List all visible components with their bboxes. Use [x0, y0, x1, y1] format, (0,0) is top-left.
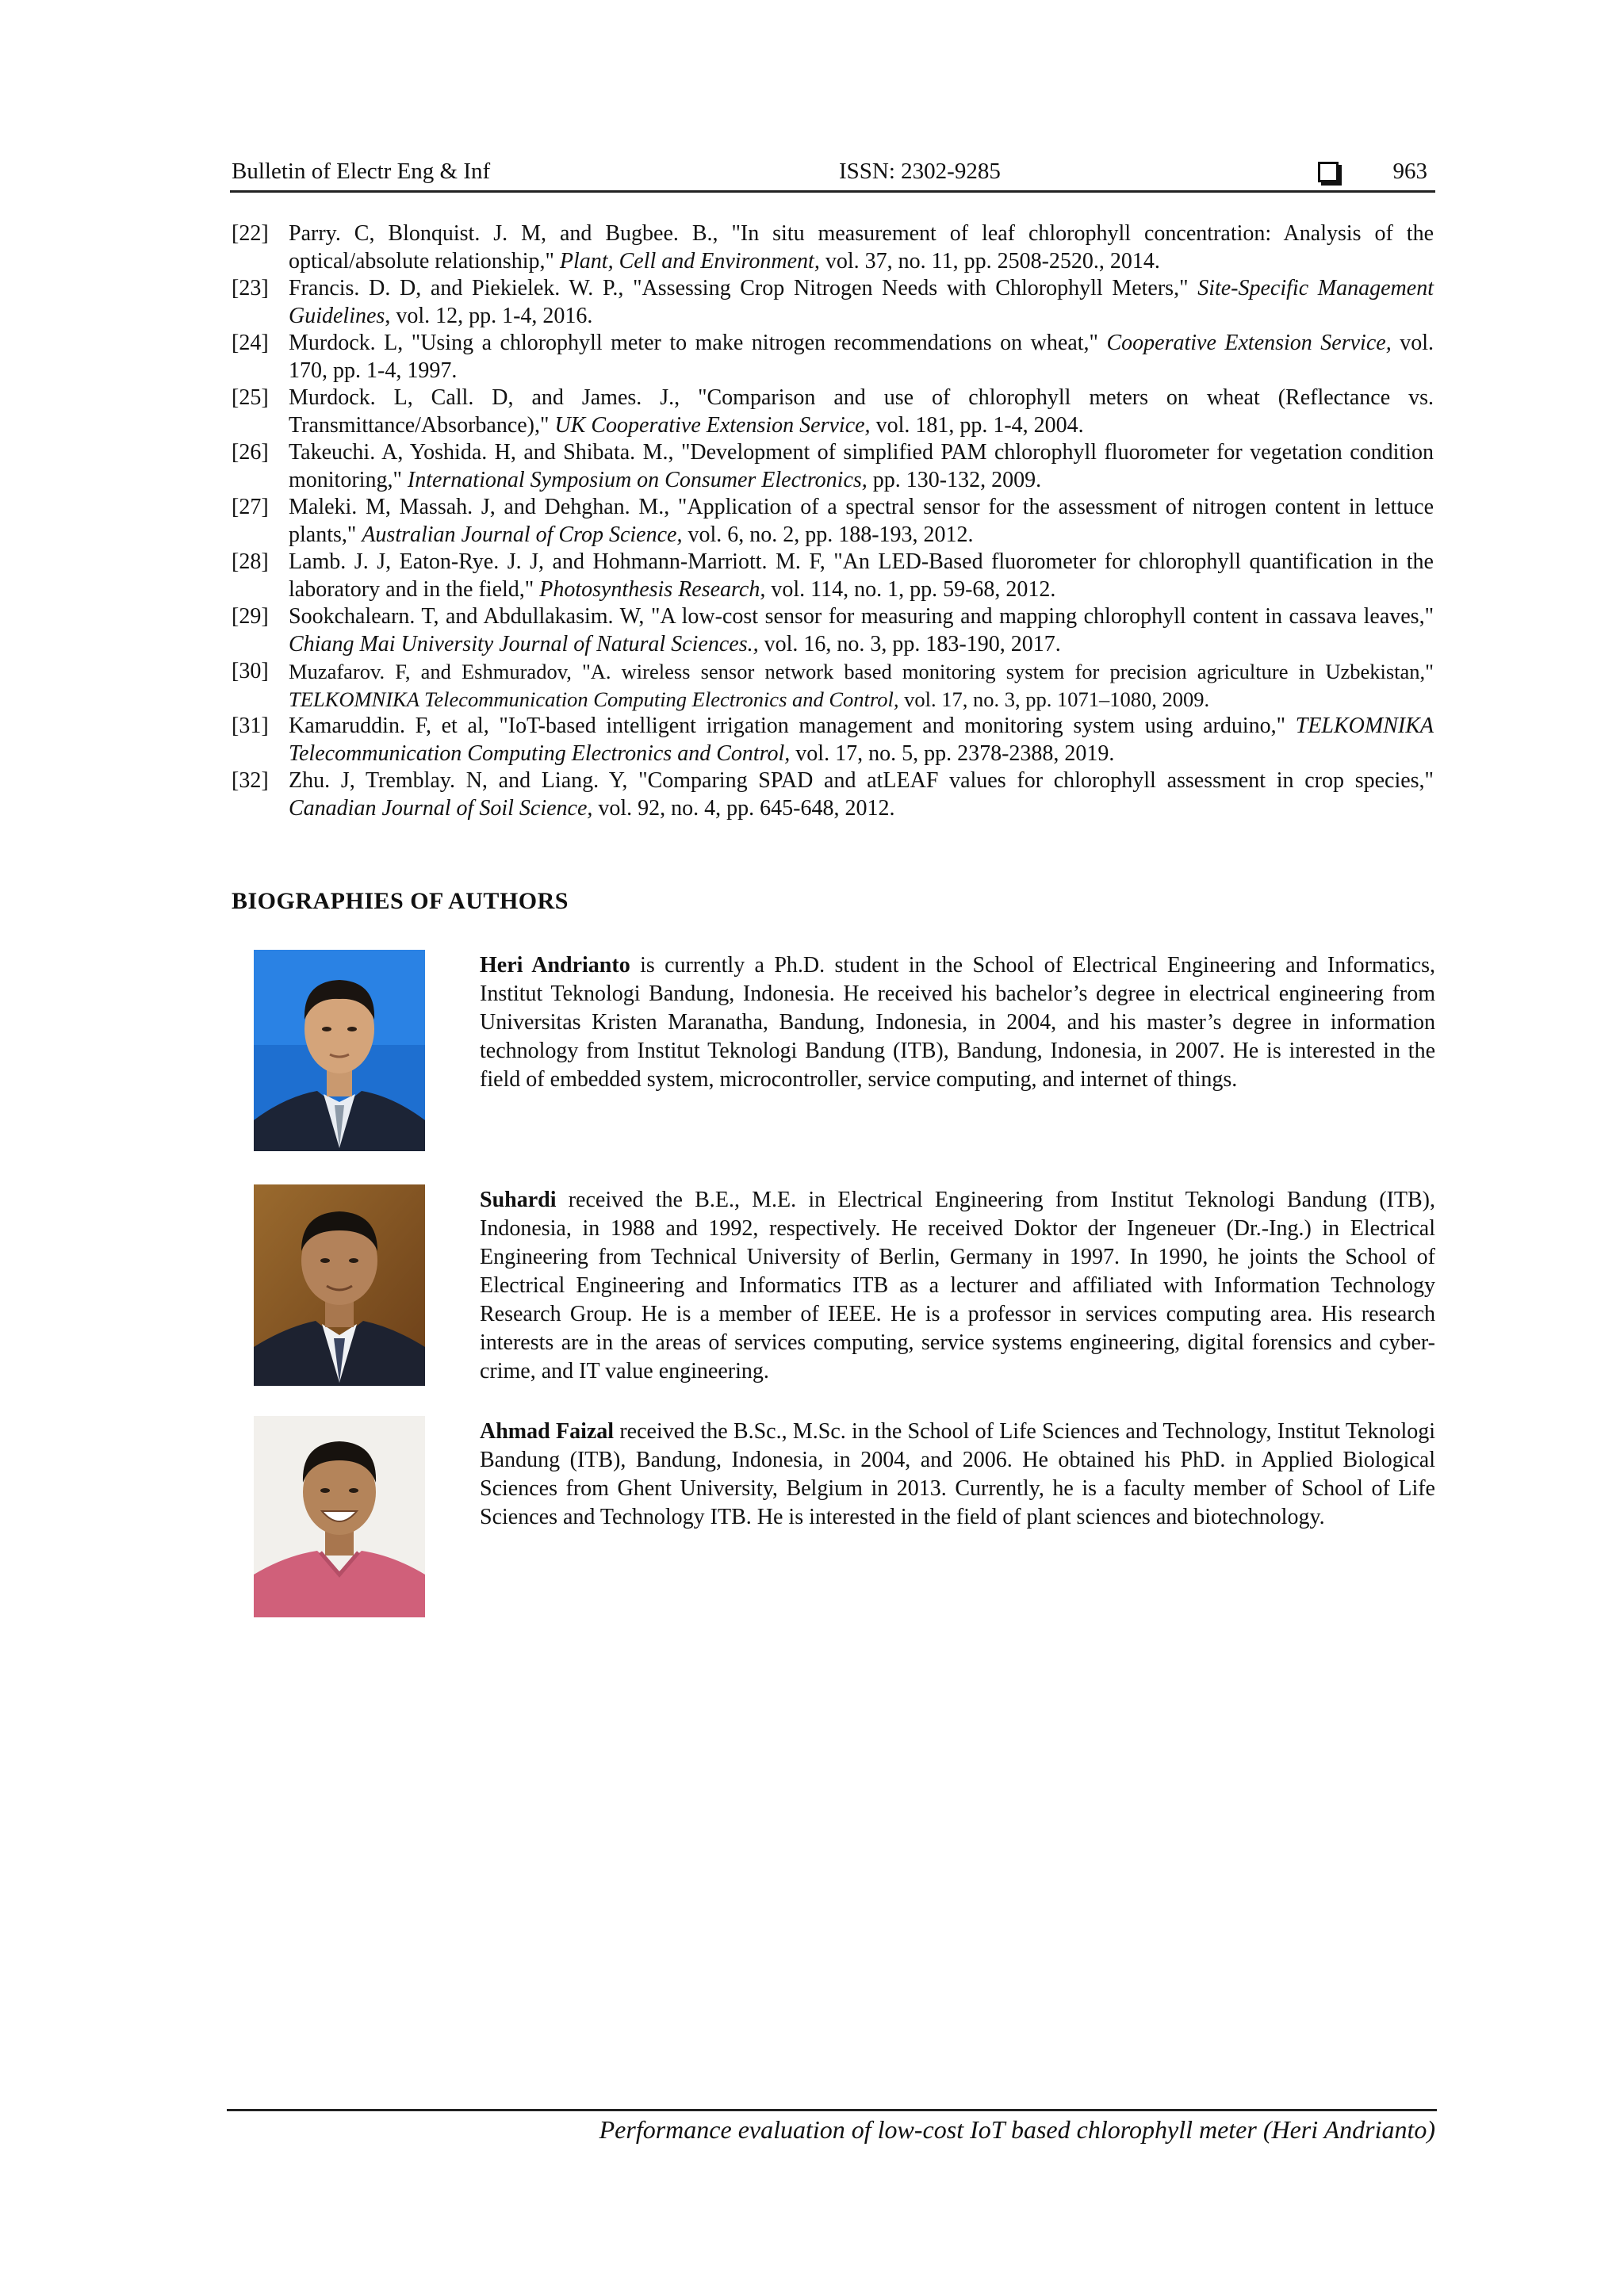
- reference-32: [232, 767, 1434, 822]
- footer-rule: [227, 2109, 1437, 2111]
- reference-text: Kamaruddin. F, et al, "IoT-based intelligent irrigation management and monitoring system using arduino," TELKOMNIKA Telecommunication Computing Electronics and Control, vol. 17, no. 5, pp. 2378-2388, 2019.: [289, 714, 1434, 766]
- reference-venue: TELKOMNIKA Telecommunication Computing Electronics and Control,: [289, 687, 899, 711]
- reference-29: [232, 603, 1434, 658]
- reference-text: Maleki. M, Massah. J, and Dehghan. M., "Application of a spectral sensor for the assessment of nitrogen content in lettuce plants," Australian Journal of Crop Science, vol. 6, no. 2, pp. 188-193, 2012.: [289, 495, 1434, 547]
- reference-number: [28]: [232, 549, 269, 574]
- reference-number: [29]: [232, 604, 269, 629]
- reference-venue: UK Cooperative Extension Service,: [554, 412, 871, 438]
- reference-number: [31]: [232, 714, 269, 738]
- reference-number: [27]: [232, 495, 269, 519]
- reference-30: [232, 658, 1434, 713]
- reference-23: [232, 275, 1434, 330]
- reference-venue: Australian Journal of Crop Science,: [362, 522, 683, 547]
- reference-venue: Plant, Cell and Environment,: [559, 248, 820, 274]
- reference-venue: TELKOMNIKA Telecommunication Computing Electronics and Control,: [289, 714, 1434, 766]
- reference-list: [232, 220, 1434, 822]
- reference-number: [22]: [232, 221, 269, 246]
- reference-number: [23]: [232, 276, 269, 300]
- reference-text: Lamb. J. J, Eaton-Rye. J. J, and Hohmann-Marriott. M. F, "An LED-Based fluorometer for chlorophyll quantification in the laboratory and in the field," Photosynthesis Research, vol. 114, no. 1, pp. 59-68, 2012.: [289, 549, 1434, 602]
- biographies-heading: BIOGRAPHIES OF AUTHORS: [232, 888, 569, 914]
- running-footer: Performance evaluation of low-cost IoT based chlorophyll meter (Heri Andrianto): [599, 2115, 1435, 2144]
- author-photo-heri-andrianto: [254, 950, 425, 1151]
- reference-number: [32]: [232, 768, 269, 793]
- running-header: [230, 155, 1435, 193]
- page-number: 963: [1392, 159, 1427, 184]
- author-bio-text: Suhardi received the B.E., M.E. in Electrical Engineering from Institut Teknologi Bandung (ITB), Indonesia, in 1988 and 1992, respectively. He received Doktor der Ingeneuer (Dr.-Ing.) in Electrical Engineering from Technical University of Berlin, Germany in 1997. In 1990, he joints the School of Electrical Engineering and Informatics ITB as a lecturer and affiliated with Information Technology Research Group. He is a member of IEEE. He is a professor in services computing area. His research interests are in the areas of services computing, service systems engineering, digital forensics and cyber-crime, and IT value engineering.: [480, 1188, 1435, 1383]
- reference-text: Muzafarov. F, and Eshmuradov, "A. wireless sensor network based monitoring system for precision agriculture in Uzbekistan," TELKOMNIKA Telecommunication Computing Electronics and Control, vol. 17, no. 3, pp. 1071–1080, 2009.: [289, 660, 1434, 711]
- author-bio-text: Heri Andrianto is currently a Ph.D. student in the School of Electrical Engineering and Informatics, Institut Teknologi Bandung, Indonesia. He received his bachelor’s degree in electrical engineering from Universitas Kristen Maranatha, Bandung, Indonesia, in 2004, and his master’s degree in information technology from Institut Teknologi Bandung (ITB), Bandung, Indonesia, in 2007. He is interested in the field of embedded system, microcontroller, service computing, and internet of things.: [480, 953, 1435, 1092]
- reference-number: [30]: [232, 659, 269, 683]
- author-name: Suhardi: [480, 1188, 557, 1212]
- reference-venue: Chiang Mai University Journal of Natural Sciences.,: [289, 631, 759, 656]
- reference-number: [26]: [232, 440, 269, 465]
- author-photo-ahmad-faizal: [254, 1416, 425, 1617]
- reference-number: [25]: [232, 385, 269, 410]
- reference-31: [232, 713, 1434, 767]
- reference-text: Takeuchi. A, Yoshida. H, and Shibata. M., "Development of simplified PAM chlorophyll fluorometer for vegetation condition monitoring," International Symposium on Consumer Electronics, pp. 130-132, 2009.: [289, 440, 1434, 492]
- author-photo-suhardi: [254, 1184, 425, 1386]
- reference-text: Sookchalearn. T, and Abdullakasim. W, "A low-cost sensor for measuring and mapping chlorophyll content in cassava leaves," Chiang Mai University Journal of Natural Sciences., vol. 16, no. 3, pp. 183-190, 2017.: [289, 604, 1434, 656]
- reference-venue: Canadian Journal of Soil Science,: [289, 795, 593, 821]
- reference-venue: Site-Specific Management Guidelines: [289, 276, 1434, 328]
- reference-22: [232, 220, 1434, 275]
- reference-text: Parry. C, Blonquist. J. M, and Bugbee. B., "In situ measurement of leaf chlorophyll concentration: Analysis of the optical/absolute relationship," Plant, Cell and Environment, vol. 37, no. 11, pp. 2508-2520., 2014.: [289, 221, 1434, 274]
- reference-text: Murdock. L, "Using a chlorophyll meter to make nitrogen recommendations on wheat," Cooperative Extension Service, vol. 170, pp. 1-4, 1997.: [289, 331, 1434, 383]
- author-name: Ahmad Faizal: [480, 1419, 615, 1444]
- author-bio-text: Ahmad Faizal received the B.Sc., M.Sc. in the School of Life Sciences and Technology, Institut Teknologi Bandung (ITB), Bandung, Indonesia, in 2004, and 2006. He obtained his PhD. in Applied Biological Sciences from Ghent University, Belgium in 2013. Currently, he is a faculty member of School of Life Sciences and Technology ITB. He is interested in the field of plant sciences and biotechnology.: [480, 1419, 1435, 1529]
- square-bullet-icon: [1318, 162, 1339, 182]
- reference-text: Zhu. J, Tremblay. N, and Liang. Y, "Comparing SPAD and atLEAF values for chlorophyll assessment in crop species," Canadian Journal of Soil Science, vol. 92, no. 4, pp. 645-648, 2012.: [289, 768, 1434, 821]
- issn: ISSN: 2302-9285: [839, 159, 1001, 184]
- reference-27: [232, 494, 1434, 549]
- reference-number: [24]: [232, 331, 269, 355]
- reference-venue: Cooperative Extension Service,: [1106, 331, 1392, 355]
- reference-24: [232, 330, 1434, 385]
- author-name: Heri Andrianto: [480, 953, 630, 978]
- reference-26: [232, 439, 1434, 494]
- reference-venue: Photosynthesis Research,: [539, 576, 766, 602]
- reference-venue: International Symposium on Consumer Electronics,: [407, 467, 868, 492]
- reference-text: Francis. D. D, and Piekielek. W. P., "Assessing Crop Nitrogen Needs with Chlorophyll Meters," Site-Specific Management Guidelines, vol. 12, pp. 1-4, 2016.: [289, 276, 1434, 328]
- reference-text: Murdock. L, Call. D, and James. J., "Comparison and use of chlorophyll meters on wheat (Reflectance vs. Transmittance/Absorbance)," UK Cooperative Extension Service, vol. 181, pp. 1-4, 2004.: [289, 385, 1434, 438]
- journal-name: Bulletin of Electr Eng & Inf: [232, 159, 491, 184]
- reference-25: [232, 385, 1434, 439]
- reference-28: [232, 549, 1434, 603]
